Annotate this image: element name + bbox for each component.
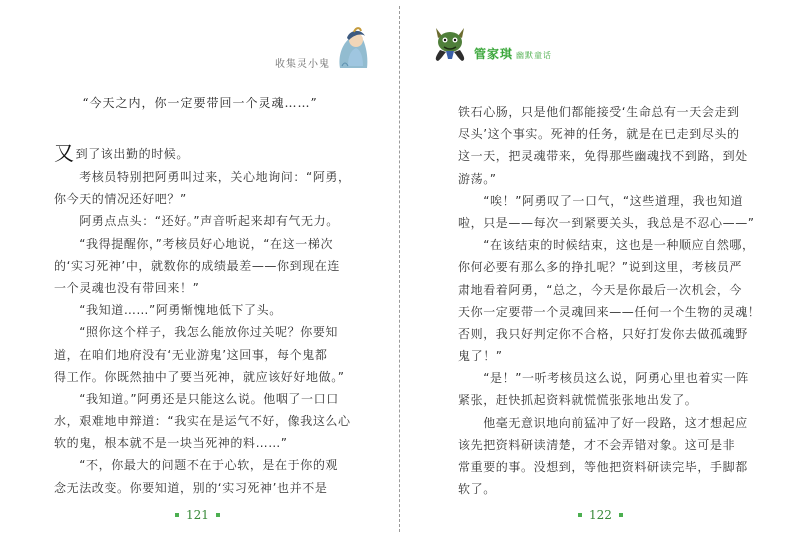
page-number-right: 122 [578,508,623,522]
left-running-header [275,26,372,74]
paragraph-line: 阿勇点点头：“还好。”声音听起来却有气无力。 [54,214,339,229]
left-body-text [54,140,372,499]
paragraph-line: 否则，我只好判定你不合格，只好打发你去做孤魂野 [458,326,748,341]
drop-cap: 又 [54,141,75,165]
paragraph-line: 水，艰难地申辩道：“我实在是运气不好，像我这么心 [54,414,351,429]
paragraph-line: 尽头’这个事实。死神的任务，就是在已走到尽头的 [458,127,740,142]
paragraph-line: 考核员特别把阿勇叫过来，关心地询问：“阿勇， [54,170,351,184]
paragraph-line: 常重要的事。没想到，等他把资料研读完毕，手脚都 [458,460,748,474]
horned-ghost-icon [428,22,472,66]
paragraph-line: 这一天，把灵魂带来，免得那些幽魂找不到路，到处 [458,149,748,164]
paragraph-line: 的‘实习死神’中，就数你的成绩最差——你到现在连 [54,258,341,273]
paragraph-line: 道，在咱们地府没有‘无业游鬼’这回事，每个鬼都 [54,347,328,362]
series-title: 管家琪 [474,47,514,61]
paragraph-line: 鬼了！” [458,349,503,364]
paragraph-line: 该先把资料研读清楚，才不会弄错对象。这可是非 [458,437,736,452]
paragraph-line: 游荡。” [458,171,497,186]
right-running-header [428,22,552,66]
paragraph-line: 啦，只是——每次一到紧要关头，我总是不忍心——” [458,215,755,230]
paragraph-line: 一个灵魂也没有带回来！” [54,280,200,295]
ghost-girl-icon [334,26,372,74]
paragraph-line: 念无法改变。你要知道，别的‘实习死神’也并不是 [54,480,328,495]
paragraph-line: 肃地看着阿勇，“总之，今天是你最后一次机会，今 [458,282,743,297]
paragraph-line: 又到了该出勤的时候。 [54,141,190,165]
left-header-title: 收集灵小鬼 [275,59,330,70]
paragraph-line: 得工作。你既然抽中了要当死神，就应该好好地做。” [54,369,345,384]
paragraph-line: 你何必要有那么多的挣扎呢？”说到这里，考核员严 [458,260,743,275]
paragraph-line: “在该结束的时候结束，这也是一种顺应自然哪， [458,238,755,253]
folio-square-icon [175,513,179,517]
paragraph-line: “不，你最大的问题不在于心软，是在于你的观 [54,458,339,473]
paragraph-line: 铁石心肠，只是他们都能接受‘生命总有一天会走到 [458,105,740,119]
page-number-left: 121 [175,508,220,522]
chapter-epigraph: “今天之内，你一定要带回一个灵魂……” [82,96,318,110]
folio-square-icon [619,513,623,517]
series-title-block [474,45,552,62]
right-body-text [458,101,774,500]
paragraph-line: 软了。 [458,482,496,497]
paragraph-line: “唉！”阿勇叹了一口气，“这些道理，我也知道 [458,193,744,208]
paragraph-line: 他毫无意识地向前猛冲了好一段路，这才想起应 [458,415,748,430]
paragraph-line: 你今天的情况还好吧？” [54,192,187,207]
paragraph-line: 天你一定要带一个灵魂回来——任何一个生物的灵魂！ [458,304,761,319]
paragraph-line: 软的鬼，根本就不是一块当死神的料……” [54,436,288,451]
series-subtitle: 幽默童话 [516,51,553,60]
paragraph-line: “我知道……”阿勇惭愧地低下了头。 [54,303,282,318]
paragraph-line: “是！”一听考核员这么说，阿勇心里也着实一阵 [458,371,749,386]
paragraph-line: “我得提醒你，”考核员好心地说，“在这一梯次 [54,236,334,251]
paragraph-line: 紧张，赶快抓起资料就慌慌张张地出发了。 [458,393,698,408]
folio-square-icon [216,513,220,517]
paragraph-line: “我知道。”阿勇还是只能这么说。他咽了一口口 [54,391,339,406]
paragraph-line: “照你这个样子，我怎么能放你过关呢？你要知 [54,325,339,340]
folio-square-icon [578,513,582,517]
